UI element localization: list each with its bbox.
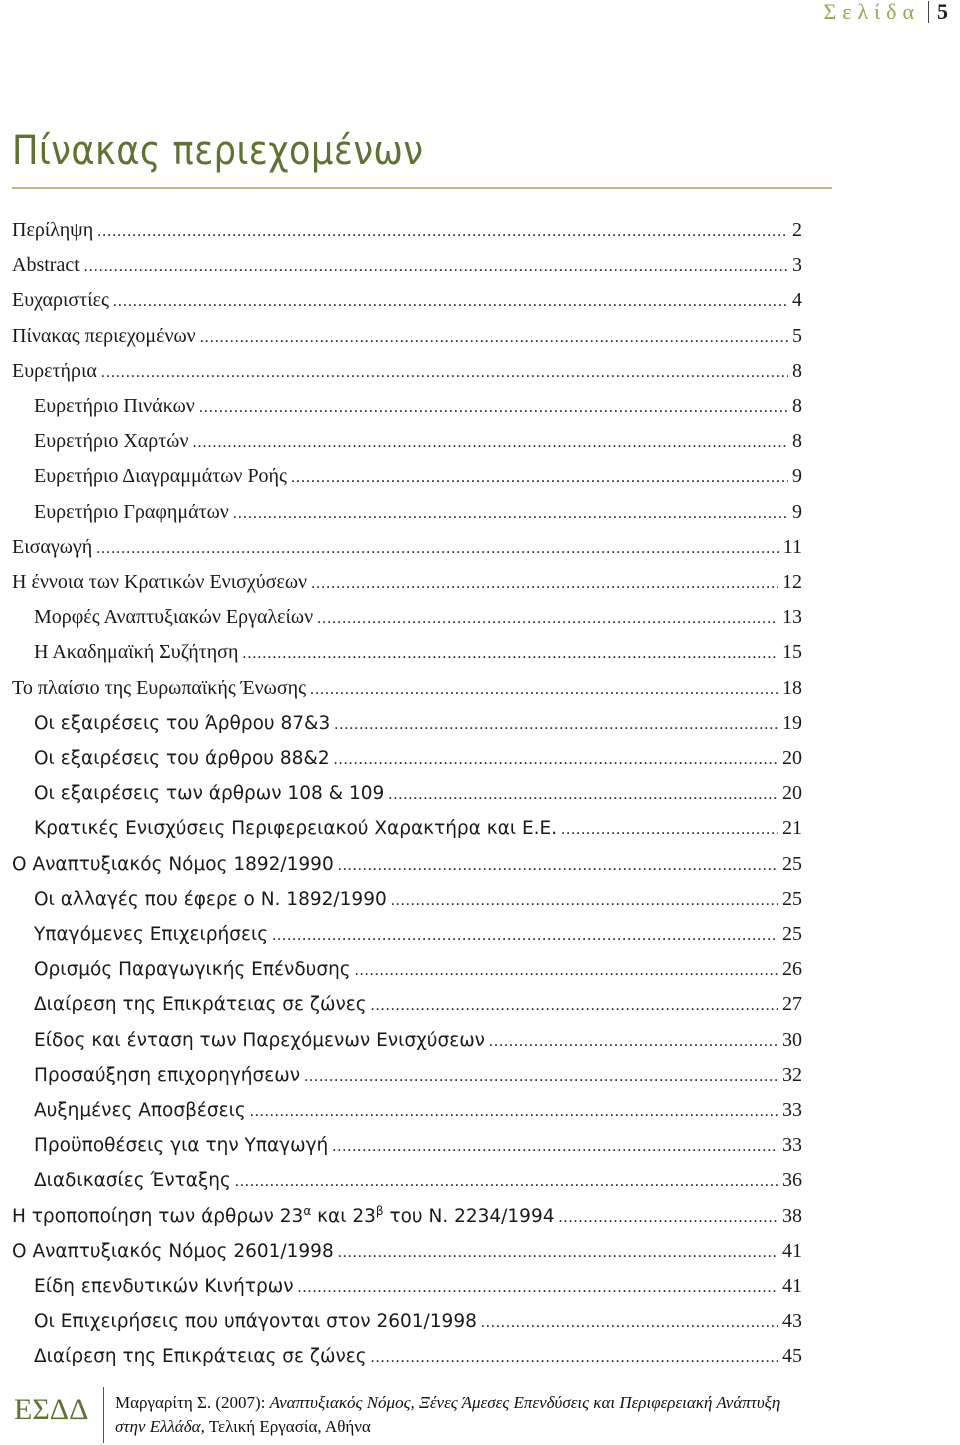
- toc-entry-page-number: 8: [792, 359, 802, 382]
- toc-entry-title: Αυξημένες Αποσβέσεις: [34, 1100, 246, 1121]
- toc-entry[interactable]: [34, 952, 802, 987]
- toc-entry-page-number: 15: [782, 641, 802, 664]
- footer-citation-line-2: [115, 1417, 371, 1437]
- toc-dot-leader: [334, 707, 778, 742]
- toc-entry-page-number: 12: [782, 571, 802, 593]
- toc-entry-title: Ευρετήρια: [12, 359, 97, 382]
- toc-dot-leader: [97, 214, 788, 249]
- toc-entry-page-number: 33: [782, 1099, 802, 1121]
- toc-dot-leader: [199, 390, 788, 425]
- toc-dot-leader: [561, 812, 778, 847]
- toc-entry-page-number: 2: [792, 219, 802, 241]
- toc-dot-leader: [242, 636, 778, 671]
- toc-entry[interactable]: [34, 424, 802, 459]
- toc-entry[interactable]: [34, 917, 802, 952]
- toc-dot-leader: [233, 496, 788, 531]
- toc-entry-title: Προσαύξηση επιχορηγήσεων: [34, 1064, 301, 1086]
- toc-entry-page-number: 9: [792, 465, 802, 488]
- page-title: Πίνακας περιεχομένων: [12, 128, 424, 174]
- toc-dot-leader: [101, 355, 788, 390]
- footer-title-part-1: Αναπτυξιακός Νόμος, Ξένες Άμεσες Επενδύσεις και Περιφερειακή Ανάπτυξη: [269, 1393, 781, 1412]
- toc-entry-title: Η έννοια των Κρατικών Ενισχύσεων: [12, 571, 308, 593]
- toc-entry-title: Ευχαριστίες: [12, 289, 109, 312]
- toc-entry-title: Πίνακας περιεχομένων: [12, 324, 196, 347]
- toc-entry-page-number: 4: [792, 289, 802, 312]
- toc-entry-title: Οι αλλαγές που έφερε ο Ν. 1892/1990: [34, 888, 387, 910]
- toc-entry-superscript: α: [303, 1203, 312, 1218]
- footer-title-part-2: στην Ελλάδα: [115, 1417, 201, 1436]
- toc-entry[interactable]: [34, 1269, 802, 1304]
- toc-entry-title: Εισαγωγή: [12, 535, 93, 558]
- toc-entry-page-number: 20: [782, 747, 802, 769]
- title-underline: [12, 187, 832, 189]
- toc-entry-page-number: 33: [782, 1134, 802, 1157]
- toc-entry-title: Οι εξαιρέσεις του άρθρου 88&2: [34, 748, 330, 769]
- toc-dot-leader: [291, 460, 788, 495]
- toc-entry[interactable]: [34, 706, 802, 741]
- footer-divider: [103, 1387, 104, 1443]
- toc-entry-page-number: 8: [792, 430, 802, 453]
- toc-entry-page-number: 20: [782, 782, 802, 805]
- toc-entry-page-number: 38: [782, 1204, 802, 1227]
- toc-entry-title: Ευρετήριο Διαγραμμάτων Ροής: [34, 465, 287, 488]
- toc-entry[interactable]: [34, 389, 802, 424]
- toc-entry[interactable]: [12, 1234, 802, 1269]
- toc-entry-title-part: του Ν. 2234/1994: [383, 1205, 555, 1227]
- toc-entry-title: Ευρετήριο Γραφημάτων: [34, 500, 229, 523]
- toc-entry-title: Διαίρεση της Επικράτειας σε ζώνες: [34, 1346, 367, 1368]
- toc-dot-leader: [200, 320, 788, 355]
- toc-entry[interactable]: [12, 283, 802, 318]
- toc-entry[interactable]: [34, 1058, 802, 1093]
- toc-dot-leader: [310, 672, 778, 707]
- toc-entry[interactable]: [34, 1339, 802, 1374]
- toc-dot-leader: [96, 531, 779, 566]
- footer-logo: ΕΣΔΔ: [14, 1393, 89, 1426]
- toc-entry-title: Προϋποθέσεις για την Υπαγωγή: [34, 1135, 329, 1157]
- toc-dot-leader: [193, 425, 788, 460]
- toc-entry[interactable]: [34, 600, 802, 635]
- toc-entry-page-number: 21: [782, 817, 802, 840]
- toc-dot-leader: [113, 284, 788, 319]
- page-header: [823, 0, 960, 24]
- toc-entry-title: Υπαγόμενες Επιχειρήσεις: [34, 924, 269, 945]
- toc-dot-leader: [481, 1305, 778, 1340]
- toc-entry[interactable]: [34, 811, 802, 846]
- toc-dot-leader: [317, 601, 778, 636]
- toc-entry-page-number: 41: [782, 1275, 802, 1297]
- toc-entry-title-part: και 23: [311, 1205, 376, 1227]
- toc-dot-leader: [371, 1340, 778, 1375]
- toc-entry-title: Μορφές Αναπτυξιακών Εργαλείων: [34, 606, 314, 629]
- toc-entry[interactable]: [34, 1023, 802, 1058]
- toc-entry-title: Ο Αναπτυξιακός Νόμος 1892/1990: [12, 853, 334, 875]
- toc-dot-leader: [84, 249, 788, 284]
- toc-entry-title: Οι εξαιρέσεις του Άρθρου 87&3: [34, 712, 331, 734]
- toc-dot-leader: [272, 918, 778, 953]
- toc-entry[interactable]: [12, 671, 802, 706]
- page-label: Σελίδα: [823, 0, 920, 24]
- toc-entry[interactable]: [12, 565, 802, 600]
- toc-dot-leader: [338, 848, 778, 883]
- toc-dot-leader: [391, 883, 778, 918]
- toc-entry-page-number: 30: [782, 1028, 802, 1051]
- toc-entry[interactable]: [12, 847, 802, 882]
- toc-entry[interactable]: [34, 635, 802, 670]
- toc-entry-page-number: 27: [782, 993, 802, 1016]
- toc-entry-title: Το πλαίσιο της Ευρωπαϊκής Ένωσης: [12, 676, 306, 699]
- toc-entry[interactable]: [34, 776, 802, 811]
- toc-dot-leader: [304, 1059, 778, 1094]
- toc-entry-page-number: 43: [782, 1310, 802, 1333]
- toc-entry-title: Ορισμός Παραγωγικής Επένδυσης: [34, 959, 351, 981]
- toc-entry[interactable]: [34, 495, 802, 530]
- footer-suffix: , Τελική Εργασία, Αθήνα: [200, 1417, 371, 1436]
- toc-entry-title: Ευρετήριο Πινάκων: [34, 395, 195, 417]
- page-footer: [0, 1385, 960, 1445]
- toc-entry-page-number: 45: [782, 1345, 802, 1368]
- toc-entry[interactable]: [34, 1093, 802, 1128]
- toc-entry-title: Περίληψη: [12, 219, 94, 241]
- toc-entry[interactable]: [12, 248, 802, 283]
- toc-entry-title: Ευρετήριο Χαρτών: [34, 430, 189, 453]
- toc-entry-title: Κρατικές Ενισχύσεις Περιφερειακού Χαρακτήρα και Ε.Ε.: [34, 818, 558, 840]
- toc-dot-leader: [311, 566, 778, 601]
- toc-entry-title: Η Ακαδημαϊκή Συζήτηση: [34, 641, 239, 664]
- toc-entry[interactable]: [34, 459, 802, 494]
- toc-entry-page-number: 26: [782, 958, 802, 981]
- toc-entry[interactable]: [34, 1128, 802, 1163]
- toc-entry[interactable]: [12, 319, 802, 354]
- toc-entry[interactable]: [34, 1304, 802, 1339]
- toc-dot-leader: [334, 742, 778, 777]
- toc-entry-page-number: 36: [782, 1169, 802, 1192]
- toc-dot-leader: [235, 1164, 778, 1199]
- toc-entry-page-number: 11: [782, 535, 802, 558]
- toc-entry[interactable]: [34, 882, 802, 917]
- toc-dot-leader: [388, 777, 778, 812]
- footer-author: Μαργαρίτη Σ. (2007):: [115, 1393, 270, 1412]
- toc-dot-leader: [355, 953, 778, 988]
- toc-entry[interactable]: [34, 741, 802, 776]
- toc-entry-page-number: 9: [792, 500, 802, 523]
- toc-dot-leader: [298, 1270, 778, 1305]
- toc-entry-title: [12, 1199, 555, 1234]
- toc-entry-page-number: 3: [792, 254, 802, 277]
- toc-entry-title: Οι εξαιρέσεις των άρθρων 108 & 109: [34, 783, 385, 805]
- toc-entry[interactable]: [12, 1199, 802, 1234]
- toc-entry-page-number: 18: [782, 676, 802, 699]
- toc-entry-superscript: β: [375, 1203, 384, 1218]
- toc-entry-page-number: 5: [792, 324, 802, 347]
- toc-entry-page-number: 25: [782, 887, 802, 910]
- toc-entry[interactable]: [12, 213, 802, 248]
- toc-entry-page-number: 25: [782, 923, 802, 945]
- toc-entry-page-number: 32: [782, 1063, 802, 1086]
- toc-dot-leader: [250, 1094, 778, 1129]
- toc-entry-title: Abstract: [12, 254, 80, 277]
- toc-dot-leader: [332, 1129, 778, 1164]
- toc-entry[interactable]: [34, 1163, 802, 1198]
- toc-entry-page-number: 41: [782, 1239, 802, 1262]
- toc-entry-title-part: Η τροποποίηση των άρθρων 23: [12, 1205, 304, 1227]
- toc-entry-title: Διαίρεση της Επικράτειας σε ζώνες: [34, 994, 367, 1016]
- toc-entry[interactable]: [34, 987, 802, 1022]
- toc-entry-page-number: 8: [792, 395, 802, 417]
- footer-citation-line-1: [115, 1393, 780, 1413]
- toc-entry-title: Διαδικασίες Ένταξης: [34, 1170, 231, 1192]
- toc-entry[interactable]: [12, 354, 802, 389]
- toc-entry[interactable]: [12, 530, 802, 565]
- header-divider: [928, 1, 929, 23]
- toc-entry-page-number: 19: [782, 711, 802, 734]
- toc-entry-title: Οι Επιχειρήσεις που υπάγονται στον 2601/1998: [34, 1311, 477, 1333]
- toc-entry-page-number: 13: [782, 606, 802, 629]
- toc-entry-title: Είδη επενδυτικών Κινήτρων: [34, 1276, 294, 1297]
- toc-dot-leader: [489, 1024, 778, 1059]
- toc-entry-title: Ο Αναπτυξιακός Νόμος 2601/1998: [12, 1240, 334, 1262]
- page-number: 5: [937, 0, 948, 24]
- toc-dot-leader: [371, 988, 778, 1023]
- toc-entry-title: Είδος και ένταση των Παρεχόμενων Ενισχύσεων: [34, 1029, 486, 1051]
- toc-entry-page-number: 25: [782, 852, 802, 875]
- toc-dot-leader: [338, 1235, 778, 1270]
- toc-dot-leader: [559, 1200, 779, 1235]
